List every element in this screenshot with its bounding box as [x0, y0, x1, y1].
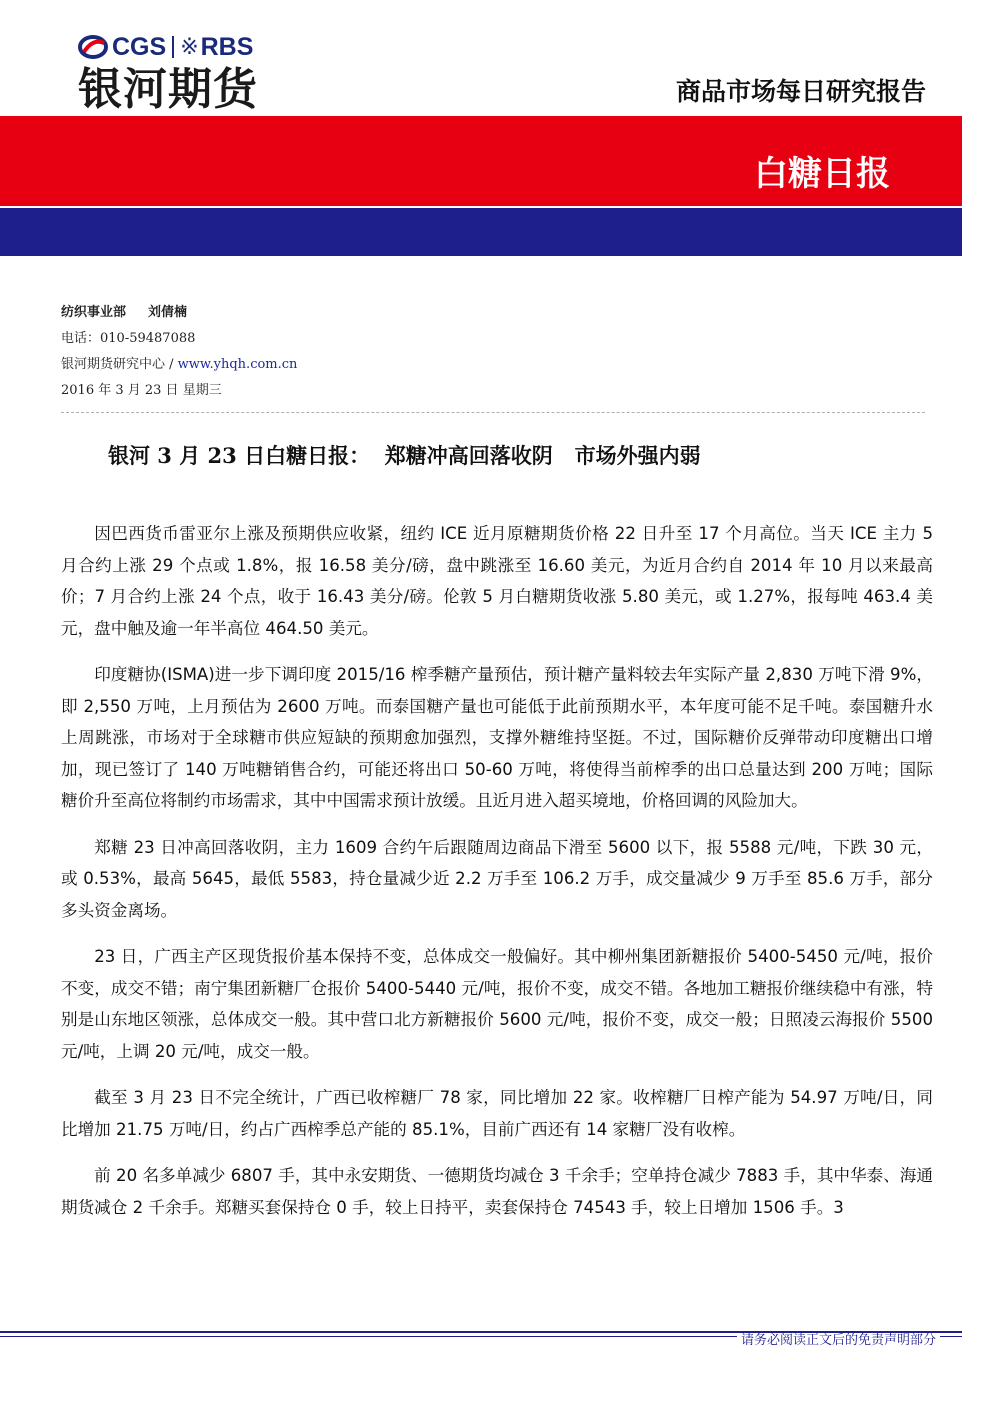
rbs-mark-icon: ※ [180, 34, 199, 60]
report-date: 2016 年 3 月 23 日 星期三 [61, 383, 222, 398]
header-red-band [0, 116, 962, 206]
dashed-divider [61, 412, 925, 413]
report-type-title: 商品市场每日研究报告 [675, 77, 926, 106]
center-separator: / [165, 357, 178, 372]
company-logo [78, 30, 258, 114]
header-blue-band [0, 208, 962, 256]
logo-cgs-text: CGS [112, 32, 167, 61]
author-row [61, 302, 297, 328]
phone-label: 电话： [61, 331, 101, 346]
article-headline: 银河 3 月 23 日白糖日报： 郑糖冲高回落收阴 市场外强内弱 [108, 443, 701, 468]
paragraph-ice-market: 因巴西货币雷亚尔上涨及预期供应收紧，纽约 ICE 近月原糖期货价格 22 日升至 17 个月高位。当天 ICE 主力 5 月合约上涨 29 个点或 1.8%，报 16.58 美分/磅，盘中跳涨至 16.60 美元，为近月合约自 2014 年 10 月以来最高价；7 月合约上涨 24 个点，收于 16.43 美分/磅。伦敦 5 月白糖期货收涨 5.80 美元，或 1.27%，报每吨 463.4 美元，盘中触及逾一年半高位 464.50 美元。 [61, 524, 933, 638]
paragraph-india-thailand: 印度糖协(ISMA)进一步下调印度 2015/16 榨季糖产量预估，预计糖产量料较去年实际产量 2,830 万吨下滑 9%，即 2,550 万吨，上月预估为 2600 万吨。而泰国糖产量也可能低于此前预期水平，本年度可能不足千吨。泰国糖升水上周跳涨，市场对于全球糖市供应短缺的预期愈加强烈，支撑外糖维持坚挺。不过，国际糖价反弹带动印度糖出口增加，现已签订了 140 万吨糖销售合约，可能还将出口 50-60 万吨，将使得当前榨季的出口总量达到 200 万吨；国际糖价升至高位将制约市场需求，其中中国需求预计放缓。且近月进入超买境地，价格回调的风险加大。 [61, 665, 933, 810]
paragraph-guangxi-mills: 截至 3 月 23 日不完全统计，广西已收榨糖厂 78 家，同比增加 22 家。收榨糖厂日榨产能为 54.97 万吨/日，同比增加 21.75 万吨/日，约占广西榨季总产能的 85.1%，目前广西还有 14 家糖厂没有收榨。 [61, 1088, 933, 1139]
department: 纺织事业部 [61, 305, 127, 320]
logo-divider [172, 36, 174, 58]
report-band-title: 白糖日报 [754, 154, 890, 194]
website-link[interactable]: www.yhqh.com.cn [177, 357, 298, 372]
article-body [61, 518, 933, 1238]
research-center: 银河期货研究中心 [61, 357, 166, 372]
logo-chinese-name: 银河期货 [78, 64, 258, 115]
paragraph-spot-prices: 23 日，广西主产区现货报价基本保持不变，总体成交一般偏好。其中柳州集团新糖报价 5400-5450 元/吨，报价不变，成交不错；南宁集团新糖厂仓报价 5400-5440 元/吨，报价不变，成交不错。各地加工糖报价继续稳中有涨，特别是山东地区领涨，总体成交一般。其中营口北方新糖报价 5600 元/吨，报价不变，成交一般；日照凌云海报价 5500 元/吨，上调 20 元/吨，成交一般。 [61, 947, 933, 1061]
center-row [61, 354, 297, 380]
author-name: 刘倩楠 [148, 305, 188, 320]
paragraph-positions: 前 20 名多单减少 6807 手，其中永安期货、一德期货均减仓 3 千余手；空单持仓减少 7883 手，其中华泰、海通期货减仓 2 千余手。郑糖买套保持仓 0 手，较上日持平，卖套保持仓 74543 手，较上日增加 1506 手。3 [61, 1166, 933, 1217]
author-info [61, 302, 297, 406]
logo-rbs-text: RBS [200, 32, 254, 61]
cgs-swirl-icon [78, 34, 108, 60]
paragraph-zhengzhou-sugar: 郑糖 23 日冲高回落收阴，主力 1609 合约午后跟随周边商品下滑至 5600 以下，报 5588 元/吨，下跌 30 元，或 0.53%，最高 5645，最低 5583，持仓量减少近 2.2 万手至 106.2 万手，成交量减少 9 万手至 85.6 万手，部分多头资金离场。 [61, 837, 933, 920]
phone-row [61, 328, 297, 354]
phone-number: 010-59487088 [100, 331, 196, 346]
disclaimer-note: 请务必阅读正文后的免责声明部分 [737, 1333, 940, 1349]
date-row [61, 380, 297, 406]
